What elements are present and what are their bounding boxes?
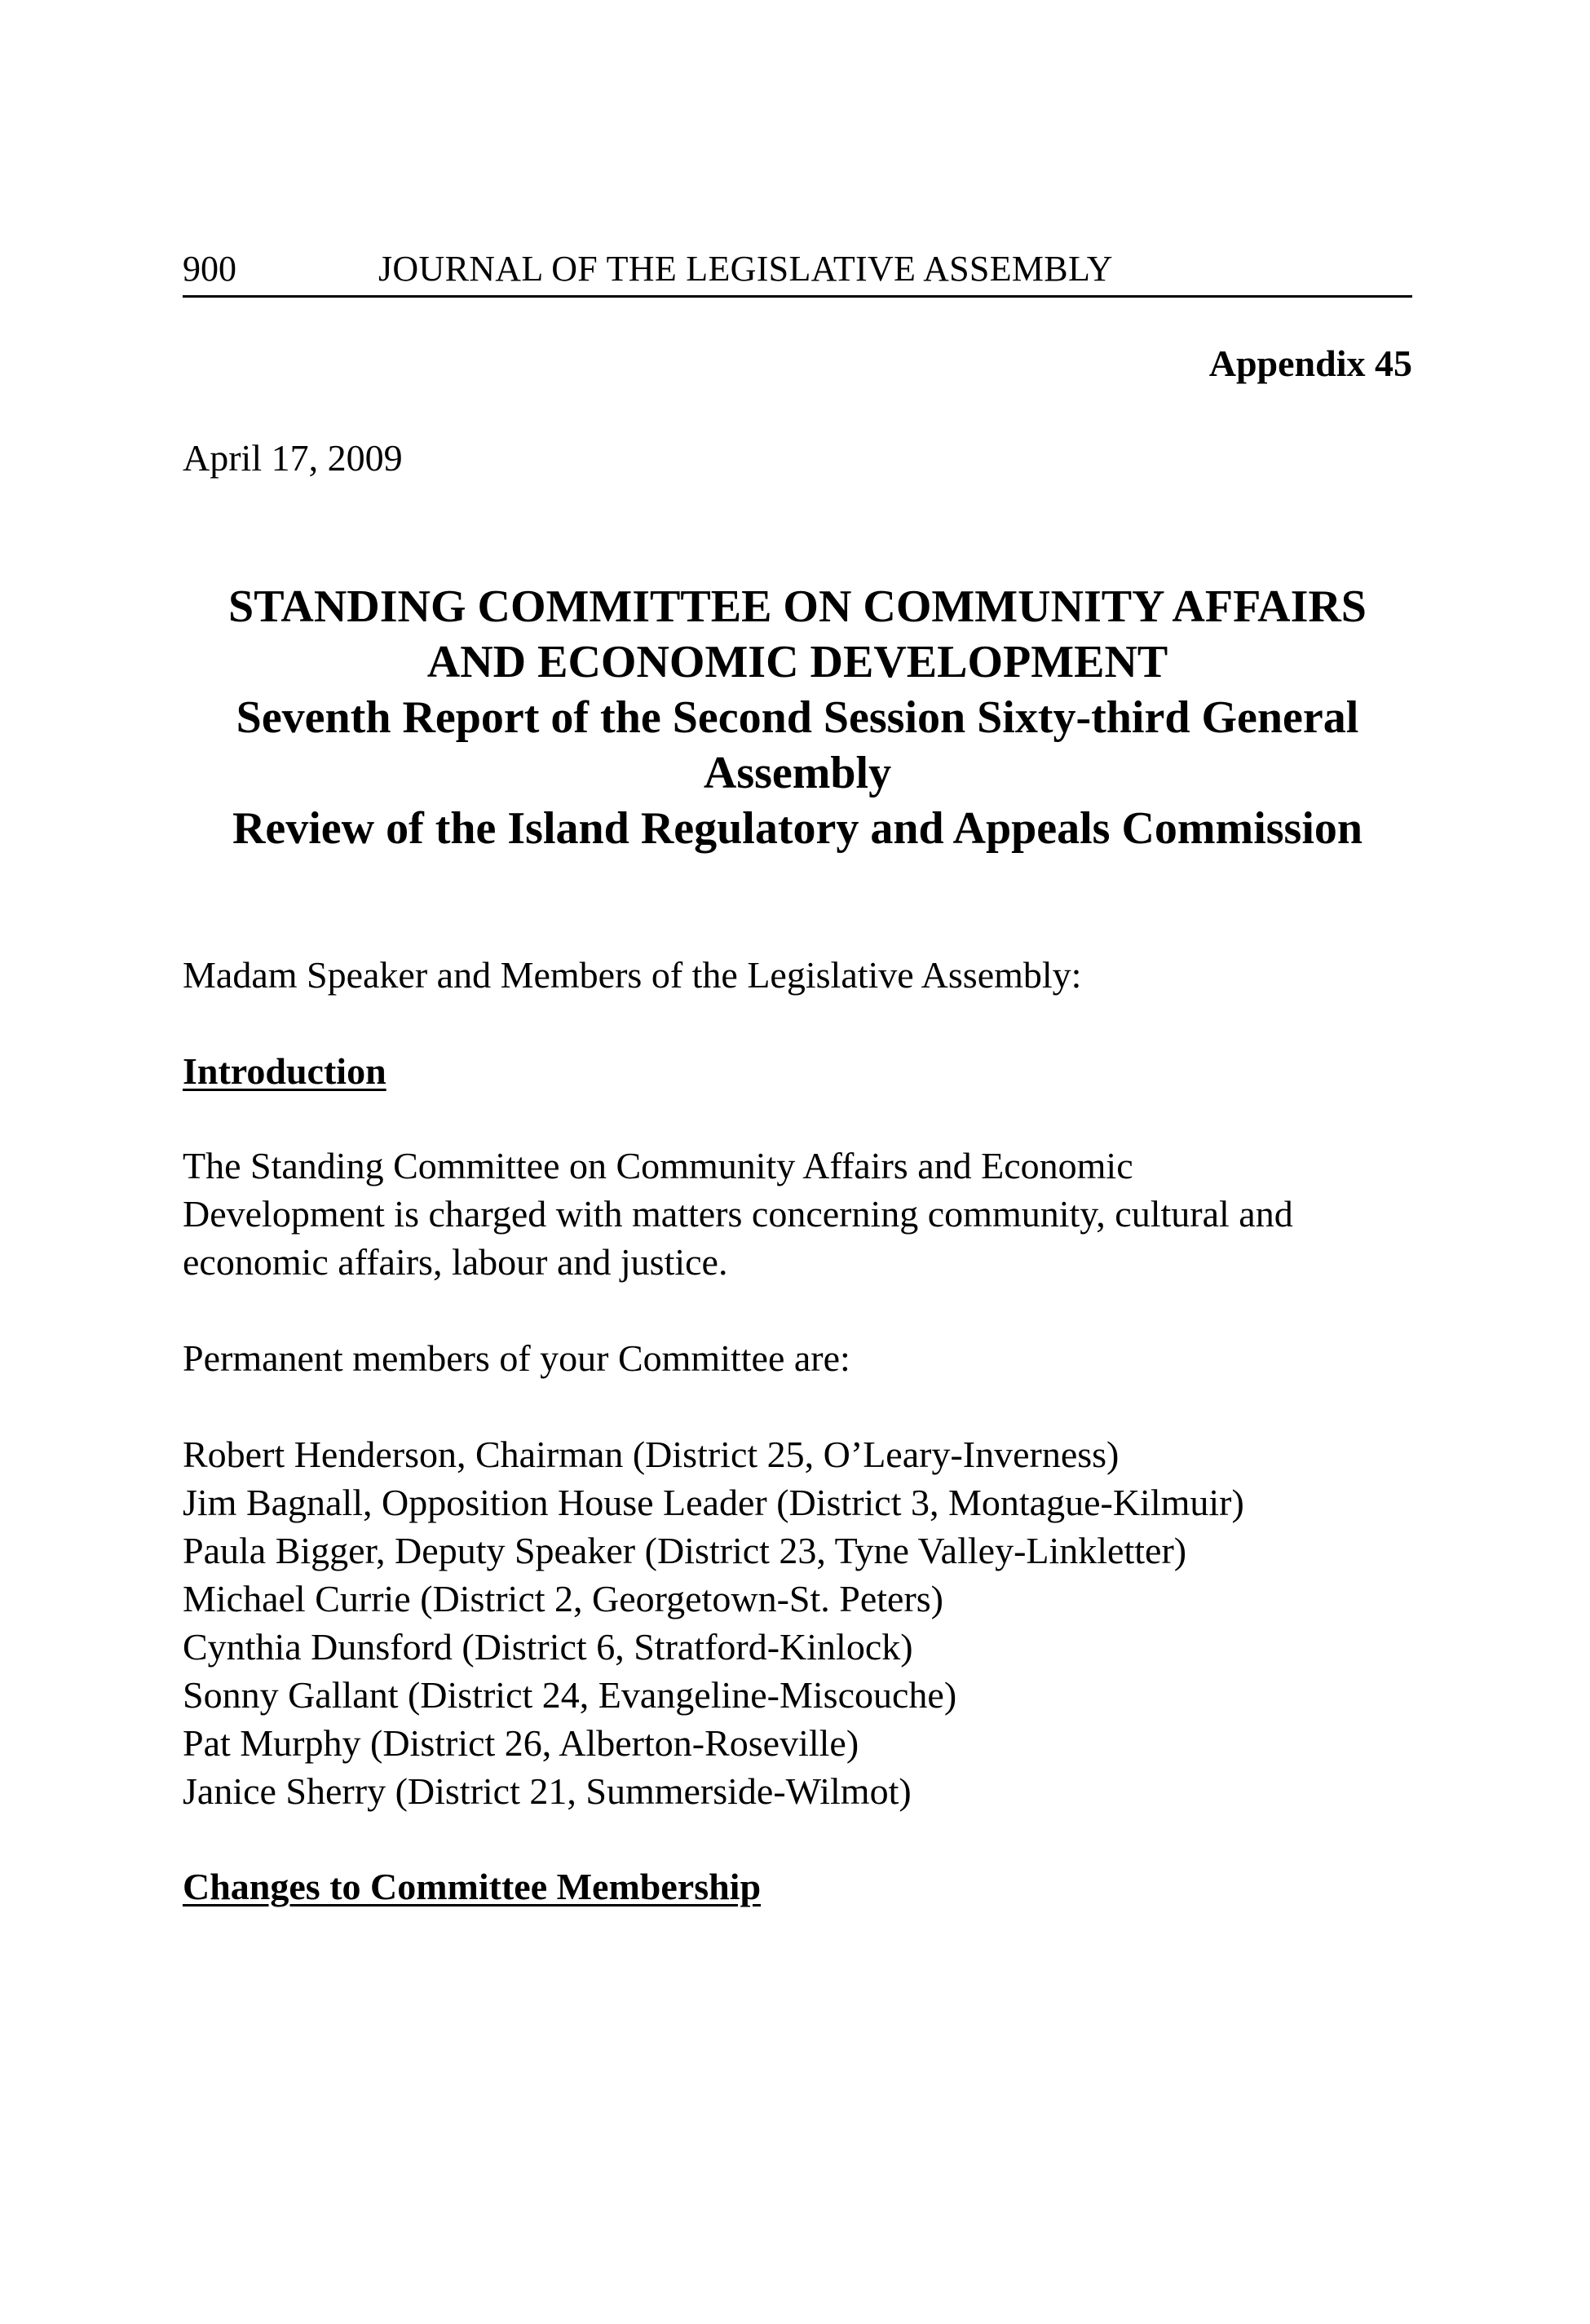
member-item: Janice Sherry (District 21, Summerside-Wilmot) [183, 1770, 912, 1812]
journal-title: JOURNAL OF THE LEGISLATIVE ASSEMBLY [378, 249, 1113, 289]
introduction-heading: Introduction [183, 1050, 386, 1092]
report-title [183, 579, 1412, 856]
introduction-paragraph [183, 1142, 1412, 1286]
title-line: AND ECONOMIC DEVELOPMENT [426, 637, 1168, 687]
member-item: Cynthia Dunsford (District 6, Stratford-Kinlock) [183, 1626, 913, 1668]
page-number: 900 [183, 249, 236, 289]
member-item: Pat Murphy (District 26, Alberton-Roseville) [183, 1722, 859, 1764]
paragraph-line: economic affairs, labour and justice. [183, 1241, 728, 1283]
appendix-label: Appendix 45 [1208, 342, 1412, 384]
members-list [183, 1430, 1412, 1815]
title-line: Assembly [703, 748, 892, 798]
changes-heading: Changes to Committee Membership [183, 1866, 762, 1907]
members-intro: Permanent members of your Committee are: [183, 1337, 850, 1379]
member-item: Robert Henderson, Chairman (District 25, O’Leary-Inverness) [183, 1434, 1120, 1475]
title-line: Review of the Island Regulatory and Appeals Commission [232, 803, 1363, 854]
title-line: Seventh Report of the Second Session Sixty-third General [236, 692, 1359, 743]
member-item: Michael Currie (District 2, Georgetown-St. Peters) [183, 1578, 943, 1619]
paragraph-line: Development is charged with matters concerning community, cultural and [183, 1193, 1293, 1235]
salutation: Madam Speaker and Members of the Legislative Assembly: [183, 954, 1082, 996]
report-date: April 17, 2009 [183, 437, 403, 479]
member-item: Jim Bagnall, Opposition House Leader (District 3, Montague-Kilmuir) [183, 1482, 1244, 1523]
running-header [183, 245, 1412, 298]
title-line: STANDING COMMITTEE ON COMMUNITY AFFAIRS [228, 581, 1367, 632]
member-item: Paula Bigger, Deputy Speaker (District 23, Tyne Valley-Linkletter) [183, 1530, 1187, 1571]
member-item: Sonny Gallant (District 24, Evangeline-Miscouche) [183, 1674, 957, 1716]
paragraph-line: The Standing Committee on Community Affairs and Economic [183, 1145, 1133, 1186]
